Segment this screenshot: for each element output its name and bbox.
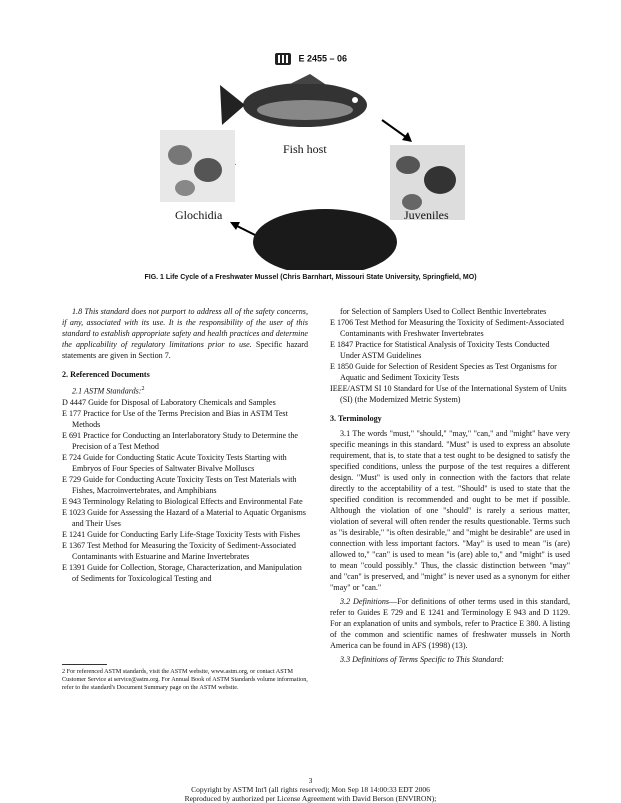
label-glochidia: Glochidia (175, 208, 223, 222)
mussel-drawing (253, 209, 397, 270)
ref-item: E 1706 Test Method for Measuring the Toxicity of Sediment-Associated Contaminants with Freshwater Invertebrates (330, 318, 564, 338)
ref-item: E 943 Terminology Relating to Biological Effects and Environmental Fate (62, 496, 303, 506)
ref-item: IEEE/ASTM SI 10 Standard for Use of the International System of Units (SI) (the Modernized Metric System) (330, 384, 567, 404)
ref-item: E 1023 Guide for Assessing the Hazard of a Material to Aquatic Organisms and Their Uses (62, 507, 306, 528)
ref-item: E 729 Guide for Conducting Acute Toxicity Tests on Test Materials with Fishes, Macroinvertebrates, and Amphibians (62, 474, 297, 495)
ref-item: E 1241 Guide for Conducting Early Life-Stage Toxicity Tests with Fishes (62, 529, 301, 539)
arrow-to-glochidia (235, 225, 255, 235)
ref-item: E 177 Practice for Use of the Terms Precision and Bias in ASTM Test Methods (62, 408, 288, 429)
section-2-1: 2.1 ASTM Standards:$^2$ (72, 386, 145, 396)
fish-drawing (220, 74, 367, 127)
section-2-heading: 2. Referenced Documents (62, 370, 150, 379)
ref-item: for Selection of Samplers Used to Collect Benthic Invertebrates (340, 307, 547, 316)
ref-item: E 1367 Test Method for Measuring the Toxicity of Sediment-Associated Contaminants with Estuarine and Marine Invertebrates (62, 540, 296, 561)
ref-item: E 691 Practice for Conducting an Interlaboratory Study to Determine the Precision of a Test Method (62, 430, 298, 451)
footnote-ref: 2 (141, 386, 145, 392)
page-footer (0, 776, 621, 803)
label-fish-host: Fish host (283, 142, 327, 156)
ref-item: D 4447 Guide for Disposal of Laboratory Chemicals and Samples (62, 397, 276, 407)
life-cycle-figure (150, 70, 480, 270)
ref-item: E 1391 Guide for Collection, Storage, Characterization, and Manipulation of Sediments for Toxicological Testing and (62, 562, 302, 583)
section-1-8: 1.8 This standard does not purport to address all of the safety concerns, if any, associated with its use. It is the responsibility of the user of this standard to establish appropriate safety and health practices and determine the applicability of regulatory limitations prior to use. Specific hazard statements are given in Section 7. (62, 307, 308, 360)
astm-logo-icon (274, 52, 292, 66)
glochidia-drawing (160, 130, 235, 202)
license-line: Reproduced by authorized per License Agreement with David Berson (ENVIRON); (184, 794, 437, 803)
section-3-2: 3.2 Definitions—For definitions of other terms used in this standard, refer to Guides E 729 and E 1241 and Terminology E 943 and D 1129. For an explanation of units and symbols, refer to Practice E 380. A listing of the common and scientific names of freshwater mussels in North America can be found in AFS (1998) (13). (330, 597, 570, 650)
section-3-1: 3.1 The words "must," "should," "may," "can," and "might" have very specific meanings in this standard. "Must" is used to express an absolute requirement, that is, to state that a test ought to be designed to satisfy the specified conditions, unless the purpose of the test requires a different design. "Must" is used only in connection with the factors that relate directly to the acceptability of a test. "Should" is used to state that the specified condition is recommended and ought to be met if possible. Although the violation of one "should" is rarely a serious matter, violation of several will often render the results questionable. Terms such as "is desirable," "is often desirable," and "might be desirable" are used in connection with less important factors. "May" is used to mean "is (are) allowed to," "can" is used to mean "is (are) able to," and "might" is used to mean "could possibly." Thus, the classic distinction between "may" and "can" is preserved, and "might" is never used as a synonym for either "may" or "can." (330, 429, 570, 592)
ref-item: E 1850 Guide for Selection of Resident Species as Test Organisms for Aquatic and Sediment Toxicity Tests (330, 362, 557, 382)
left-column (62, 306, 308, 584)
right-column (330, 306, 570, 665)
figure-caption: FIG. 1 Life Cycle of a Freshwater Mussel (Chris Barnhart, Missouri State University, Springfield, MO) (144, 274, 477, 281)
footnote: 2 For referenced ASTM standards, visit the ASTM website, www.astm.org, or contact ASTM Customer Service at service@astm.org. For Annual Book of ASTM Standards volume information, refer to the standard's Document Summary page on the ASTM website. (62, 668, 308, 691)
section-3-heading: 3. Terminology (330, 414, 382, 423)
ref-item: E 1847 Practice for Statistical Analysis of Toxicity Tests Conducted Under ASTM Guidelines (330, 340, 550, 360)
ref-item: E 724 Guide for Conducting Static Acute Toxicity Tests Starting with Embryos of Four Species of Saltwater Bivalve Molluscs (62, 452, 287, 473)
page-number: 3 (308, 776, 313, 785)
section-3-3: 3.3 Definitions of Terms Specific to This Standard: (340, 655, 504, 664)
copyright-line: Copyright by ASTM Int'l (all rights reserved); Mon Sep 18 14:00:33 EDT 2006 (191, 785, 430, 794)
page-header (0, 52, 621, 66)
designation: E 2455 – 06 (298, 53, 348, 64)
life-cycle-illustration (150, 70, 480, 270)
label-juveniles: Juveniles (404, 208, 449, 222)
footnote-divider (62, 664, 107, 665)
